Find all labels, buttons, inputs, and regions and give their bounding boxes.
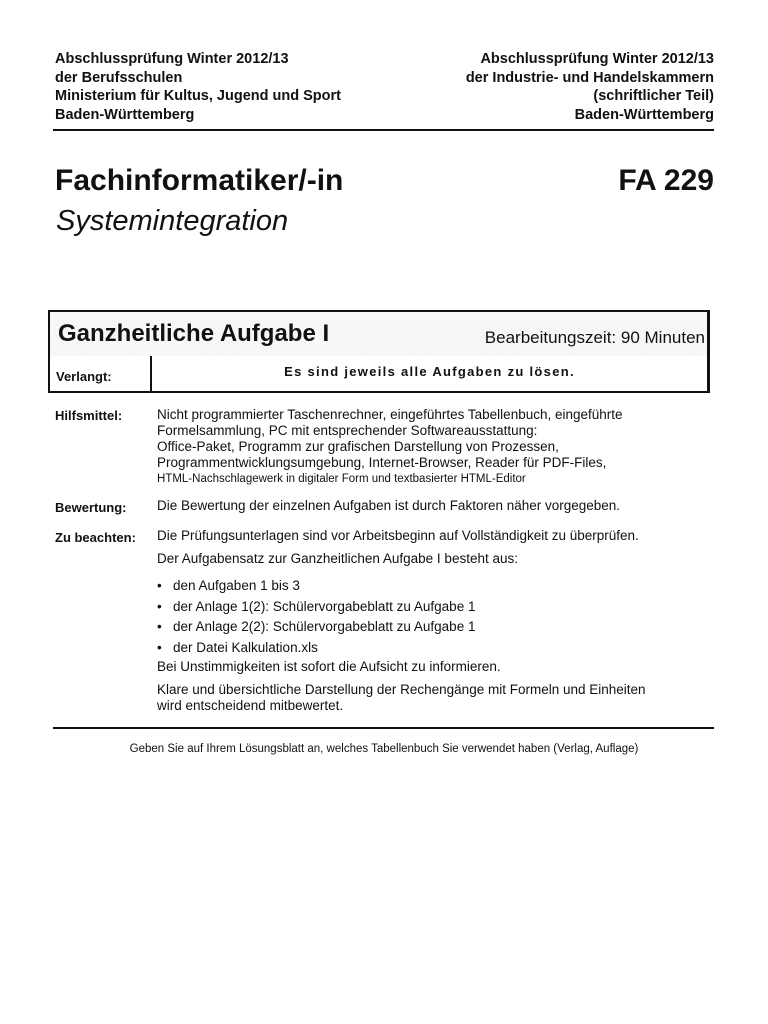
aids-line-1: Nicht programmierter Taschenrechner, eingeführtes Tabellenbuch, eingeführte <box>157 407 623 422</box>
aids-line-5: HTML-Nachschlagewerk in digitaler Form und textbasierter HTML-Editor <box>157 473 526 485</box>
notes-check-completeness: Die Prüfungsunterlagen sind vor Arbeitsbeginn auf Vollständigkeit zu überprüfen. <box>157 528 639 543</box>
aids-line-2: Formelsammlung, PC mit entsprechender Softwareausstattung: <box>157 423 538 438</box>
bullet-icon: • <box>157 639 162 655</box>
header-divider <box>53 129 714 131</box>
grading-label: Bewertung: <box>55 500 127 515</box>
header-right-line-4: Baden-Württemberg <box>574 106 714 123</box>
footer-note: Geben Sie auf Ihrem Lösungsblatt an, welches Tabellenbuch Sie verwendet haben (Verlag, Auflage) <box>129 743 639 755</box>
header-right-line-3: (schriftlicher Teil) <box>593 88 714 104</box>
header-right <box>466 50 714 124</box>
page-title: Fachinformatiker/-in <box>55 164 344 197</box>
notes-inconsistency: Bei Unstimmigkeiten ist sofort die Aufsicht zu informieren. <box>157 659 501 674</box>
list-item-text: der Anlage 1(2): Schülervorgabeblatt zu Aufgabe 1 <box>173 598 476 614</box>
notes-task-set: Der Aufgabensatz zur Ganzheitlichen Aufgabe I besteht aus: <box>157 551 518 566</box>
notes-line-2 <box>157 551 518 567</box>
task-box <box>48 310 710 393</box>
exam-code: FA 229 <box>618 164 714 197</box>
page-subtitle: Systemintegration <box>56 205 289 237</box>
notes-line-1 <box>157 528 639 544</box>
footer-divider <box>53 727 714 729</box>
bullet-icon: • <box>157 619 162 634</box>
notes-label: Zu beachten: <box>55 530 136 545</box>
task-title: Ganzheitliche Aufgabe I <box>58 320 330 347</box>
grading-line: Die Bewertung der einzelnen Aufgaben ist durch Faktoren näher vorgegeben. <box>157 498 621 513</box>
list-item <box>157 638 475 659</box>
list-item <box>157 617 475 638</box>
header-left-line-4: Baden-Württemberg <box>55 106 195 123</box>
aids-text <box>157 407 623 487</box>
list-item-text: der Anlage 2(2): Schülervorgabeblatt zu Aufgabe 1 <box>173 619 476 634</box>
required-label: Verlangt: <box>56 369 112 384</box>
notes-presentation-1: Klare und übersichtliche Darstellung der Rechengänge mit Formeln und Einheiten <box>157 682 646 697</box>
list-item-text: den Aufgaben 1 bis 3 <box>173 578 300 593</box>
header-left-line-3: Ministerium für Kultus, Jugend und Sport <box>55 88 341 104</box>
header-left-line-2: der Berufsschulen <box>55 69 183 86</box>
contents-list <box>157 576 475 658</box>
header-left-line-1: Abschlussprüfung Winter 2012/13 <box>55 51 289 67</box>
list-item <box>157 597 475 618</box>
notes-line-4 <box>157 682 646 714</box>
list-item-text: der Datei Kalkulation.xls <box>173 639 318 655</box>
bullet-icon: • <box>157 578 162 593</box>
header-left <box>55 50 341 124</box>
header-right-line-2: der Industrie- und Handelskammern <box>465 69 714 86</box>
required-note: Es sind jeweils alle Aufgaben zu lösen. <box>284 364 575 379</box>
grading-text <box>157 498 620 514</box>
aids-line-3: Office-Paket, Programm zur grafischen Darstellung von Prozessen, <box>157 439 559 454</box>
notes-line-3 <box>157 659 501 675</box>
header-right-line-1: Abschlussprüfung Winter 2012/13 <box>480 51 714 67</box>
notes-presentation-2: wird entscheidend mitbewertet. <box>157 698 344 713</box>
list-item <box>157 576 475 597</box>
processing-time: Bearbeitungszeit: 90 Minuten <box>484 328 705 347</box>
bullet-icon: • <box>157 598 162 614</box>
aids-line-4: Programmentwicklungsumgebung, Internet-Browser, Reader für PDF-Files, <box>157 455 607 470</box>
aids-label: Hilfsmittel: <box>55 408 123 423</box>
